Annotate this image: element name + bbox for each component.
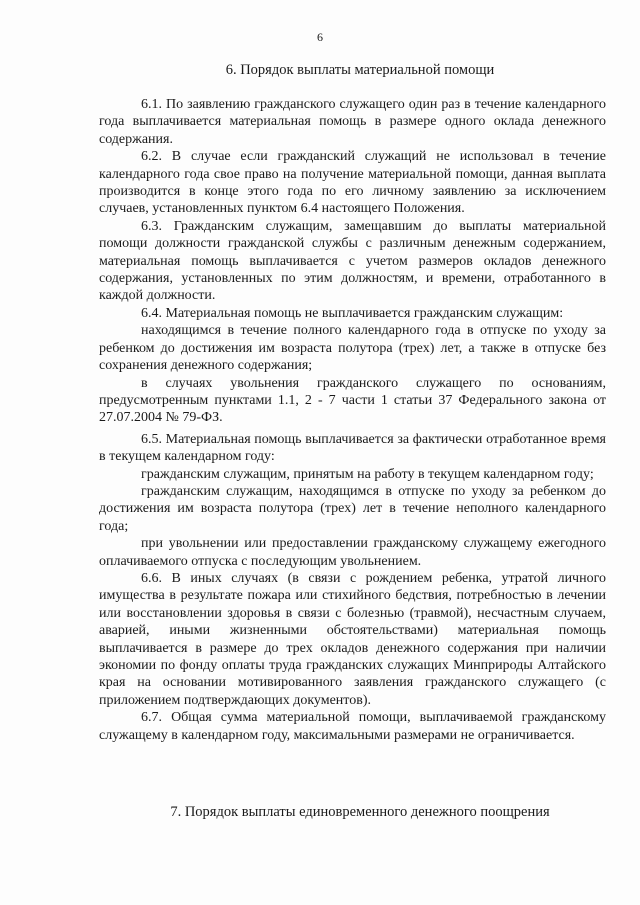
paragraph-6-5-item-3: при увольнении или предоставлении гражданскому служащему ежегодного оплачиваемого отпуска с последующим увольнением. (99, 536, 606, 569)
paragraph-6-7: 6.7. Общая сумма материальной помощи, выплачиваемой гражданскому служащему в календарном году, максимальными размерами не ограничивается. (99, 710, 606, 743)
section-6-body (99, 96, 606, 744)
paragraph-6-3: 6.3. Гражданским служащим, замещавшим до выплаты материальной помощи должности гражданской службы с различным денежным содержанием, материальная помощь выплачивается с учетом размеров окладов денежного содержания, установленных по этим должностям, и времени, отработанного в каждой должности. (99, 218, 606, 304)
paragraph-6-2: 6.2. В случае если гражданский служащий не использовал в течение календарного года свое право на получение материальной помощи, данная выплата производится в конце этого года по его личному заявлению за исключением случаев, установленных пунктом 6.4 настоящего Положения. (99, 149, 606, 217)
paragraph-6-4: 6.4. Материальная помощь не выплачивается гражданским служащим: (141, 305, 564, 321)
paragraph-6-4-item-2: в случаях увольнения гражданского служащего по основаниям, предусмотренным пунктами 1.1, 2 - 7 части 1 статьи 37 Федерального закона от 27.07.2004 № 79-ФЗ. (99, 375, 606, 426)
paragraph-6-4-item-1: находящимся в течение полного календарного года в отпуске по уходу за ребенком до достижения им возраста полутора (трех) лет, а также в отпуске без сохранения денежного содержания; (99, 323, 606, 374)
page-number: 6 (317, 30, 323, 44)
paragraph-6-6: 6.6. В иных случаях (в связи с рождением ребенка, утратой личного имущества в результате пожара или стихийного бедствия, потребностью в лечении или восстановлении здоровья в связи с болезнью (травмой), несчастным случаем, аварией, иными жизненными обстоятельствами) материальная помощь выплачивается в размере до трех окладов денежного содержания при наличии экономии по фонду оплаты труда гражданских служащих Минприроды Алтайского края на основании мотивированного заявления гражданского служащего (с приложением подтверждающих документов). (99, 570, 606, 708)
section-7-title: 7. Порядок выплаты единовременного денежного поощрения (170, 804, 550, 820)
section-6-title: 6. Порядок выплаты материальной помощи (225, 62, 495, 78)
paragraph-6-5-item-1: гражданским служащим, принятым на работу в текущем календарном году; (141, 466, 594, 482)
paragraph-6-5-item-2: гражданским служащим, находящимся в отпуске по уходу за ребенком до достижения им возраста полутора (трех) лет в течение неполного календарного года; (99, 483, 606, 534)
paragraph-6-1: 6.1. По заявлению гражданского служащего один раз в течение календарного года выплачивается материальная помощь в размере одного оклада денежного содержания. (99, 97, 606, 147)
paragraph-6-5: 6.5. Материальная помощь выплачивается за фактически отработанное время в текущем календарном году: (99, 431, 606, 465)
